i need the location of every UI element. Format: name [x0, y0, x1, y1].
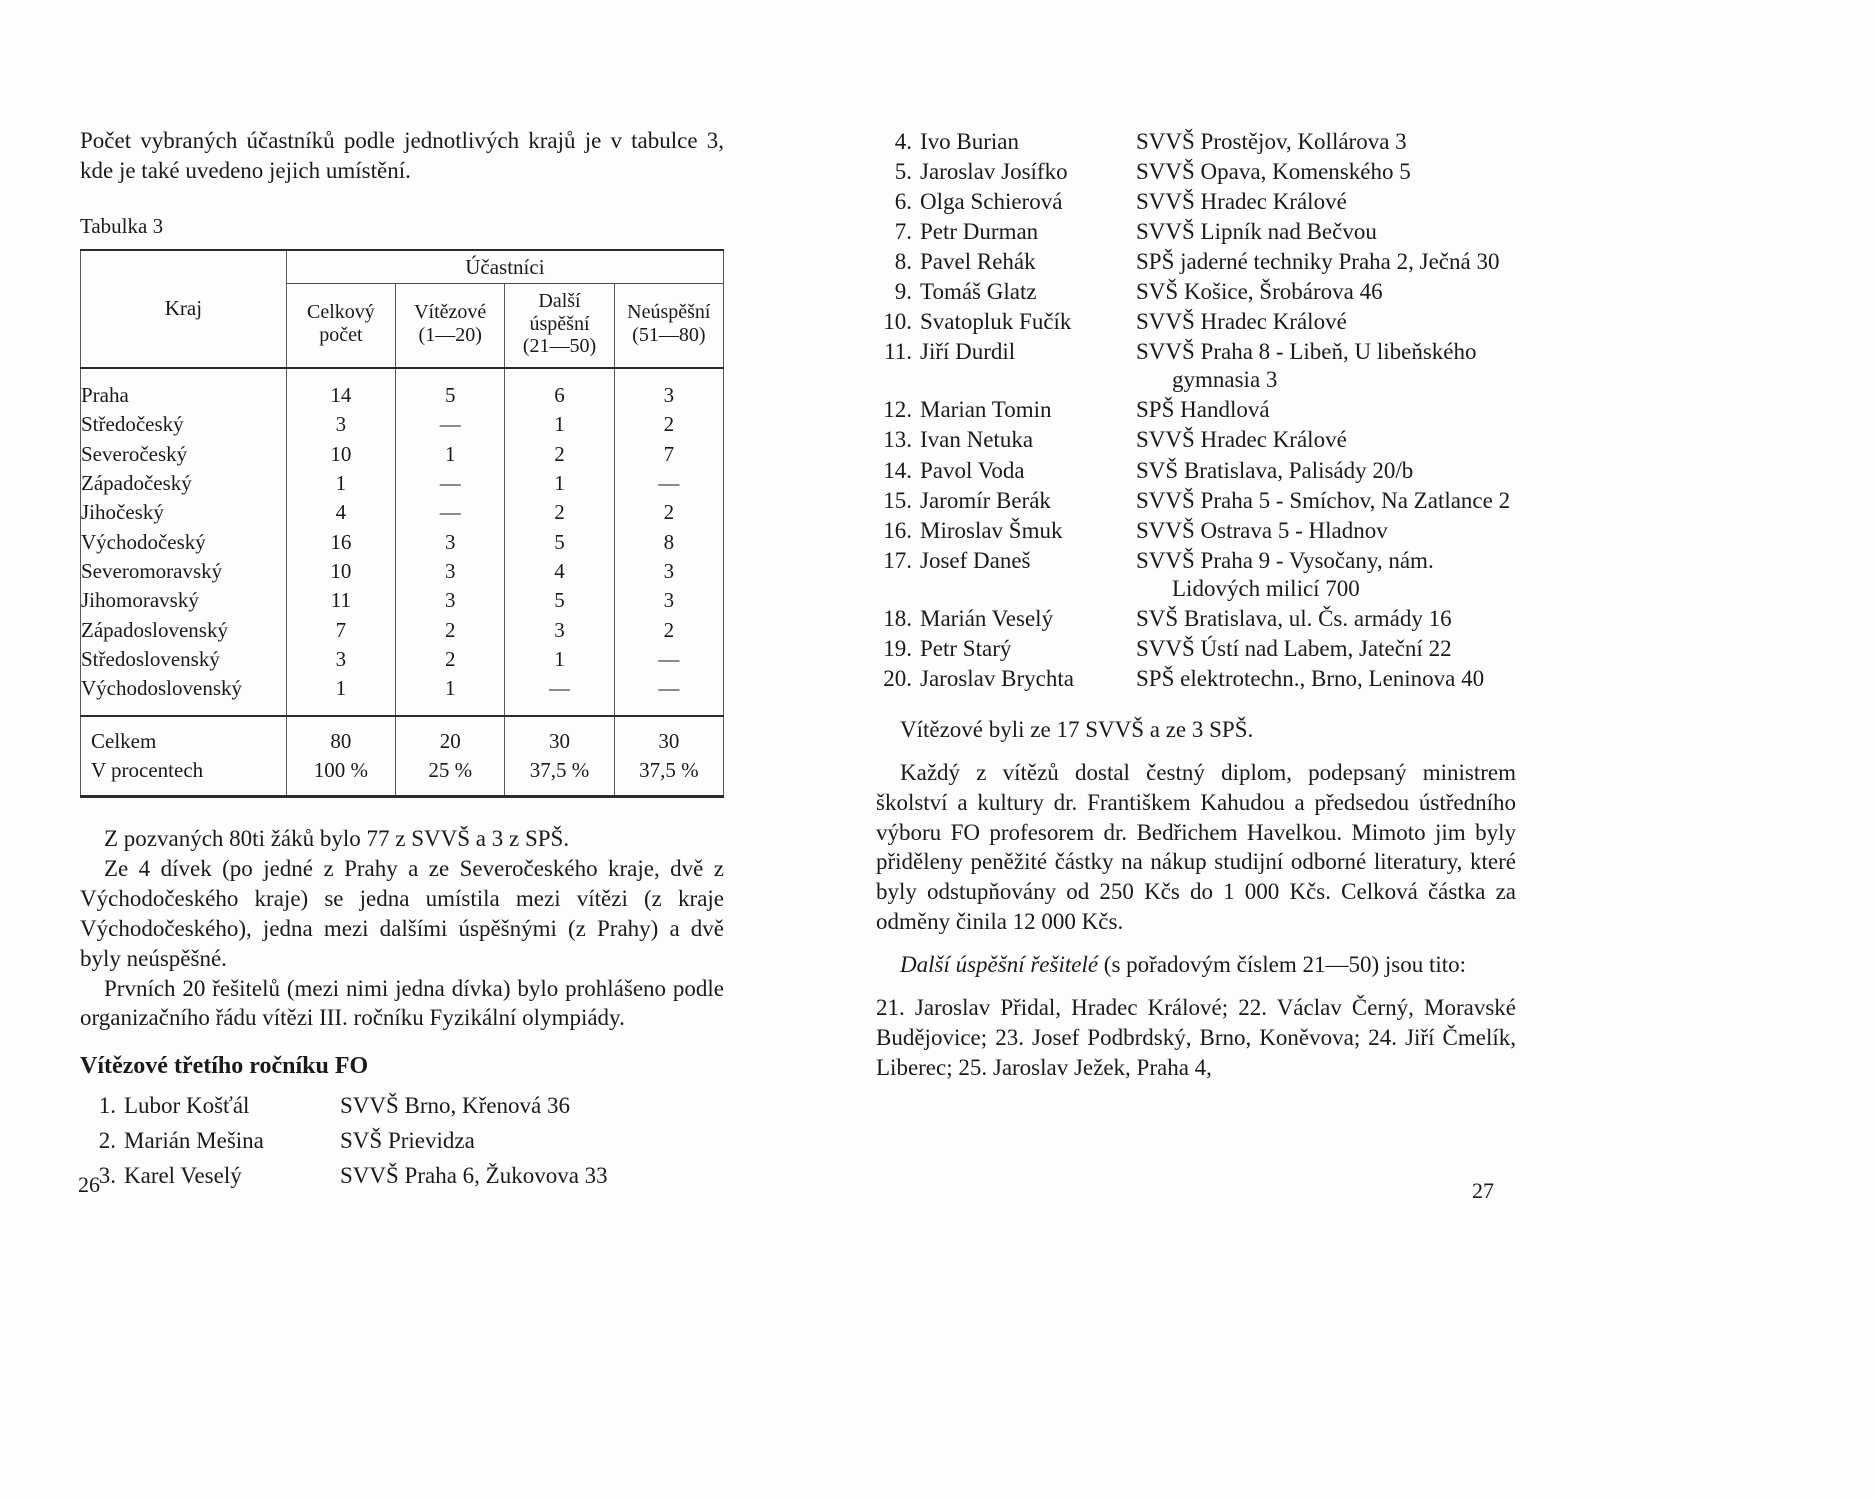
- vitezove-cell: 3: [396, 528, 505, 557]
- winner-name: Tomáš Glatz: [920, 279, 1037, 305]
- winner-number: 11.: [884, 339, 912, 365]
- list-item: [876, 158, 1516, 186]
- winners-list-left: [80, 1092, 724, 1190]
- dalsi-cell: 1: [505, 645, 614, 674]
- celkem-cell: 14: [286, 368, 395, 410]
- celkem-cell: 1: [286, 469, 395, 498]
- col-header-kraj: Kraj: [81, 250, 287, 368]
- winner-name: Jaromír Berák: [920, 487, 1051, 513]
- winner-number: 6.: [894, 189, 912, 215]
- kraj-cell: Východočeský: [81, 529, 206, 554]
- participants-table: [80, 249, 724, 798]
- winner-name: Karel Veselý: [124, 1163, 242, 1189]
- winner-school: SVVŠ Praha 9 - Vysočany, nám. Lidových milicí 700: [1136, 547, 1434, 601]
- dalsi-cell: 5: [505, 528, 614, 557]
- winner-number: 16.: [883, 517, 912, 543]
- kraj-cell: Jihomoravský: [81, 588, 199, 613]
- percent-cell: 37,5 %: [614, 756, 723, 797]
- paragraph-pozvani: Z pozvaných 80ti žáků bylo 77 z SVVŠ a 3 z SPŠ.: [104, 826, 570, 852]
- winner-school: SVŠ Prievidza: [340, 1128, 475, 1154]
- winner-name: Petr Durman: [920, 219, 1039, 245]
- winner-name: Olga Schierová: [920, 189, 1063, 215]
- celkem-cell: 11: [286, 586, 395, 615]
- dalsi-cell: 3: [505, 616, 614, 645]
- winners-list-right: [876, 128, 1516, 693]
- celkem-cell: 7: [286, 616, 395, 645]
- celkem-cell: 3: [286, 410, 395, 439]
- winner-name: Ivan Netuka: [920, 427, 1034, 453]
- celkem-cell: 4: [286, 498, 395, 527]
- table-row: [81, 586, 724, 615]
- winner-number: 14.: [883, 457, 912, 483]
- neuspesni-cell: 2: [614, 498, 723, 527]
- kraj-cell: Severočeský: [81, 441, 188, 466]
- neuspesni-cell: —: [614, 645, 723, 674]
- col-header-line: Vítězové: [414, 301, 487, 324]
- totals-cell: 30: [614, 716, 723, 755]
- kraj-cell: Východoslovenský: [81, 676, 242, 701]
- winner-number: 18.: [883, 605, 912, 631]
- table-row: [81, 368, 724, 410]
- celkem-cell: 3: [286, 645, 395, 674]
- dalsi-cell: 2: [505, 498, 614, 527]
- winner-name: Lubor Košťál: [124, 1093, 250, 1119]
- winner-name: Pavol Voda: [920, 457, 1025, 483]
- list-item: [876, 665, 1516, 693]
- winner-number: 2.: [98, 1128, 116, 1154]
- list-item: [876, 128, 1516, 156]
- list-item: [876, 517, 1516, 545]
- dalsi-cell: 6: [505, 368, 614, 410]
- list-item: [876, 278, 1516, 306]
- winner-number: 5.: [894, 159, 912, 185]
- celkem-cell: 10: [286, 440, 395, 469]
- neuspesni-cell: 2: [614, 410, 723, 439]
- paragraph-diplomy: Každý z vítězů dostal čestný diplom, podepsaný ministrem školství a kultury dr. Františkem Kahudou a předsedou ústředního výboru FO profesorem dr. Bedřichem Havelkou. Mimoto jim byly přiděleny peněžité částky na nákup studijní odborné literatury, které byly odstupňovány od 250 Kčs do 1 000 Kčs. Celková částka za odměny činila 12 000 Kčs.: [876, 759, 1516, 935]
- winner-name: Pavel Rehák: [920, 249, 1036, 275]
- winner-name: Marian Tomin: [920, 397, 1052, 423]
- dalsi-cell: —: [505, 674, 614, 716]
- winner-name: Josef Daneš: [920, 547, 1031, 573]
- winner-school: SVVŠ Hradec Králové: [1136, 309, 1347, 335]
- totals-label: Celkem: [81, 716, 287, 755]
- table-row: [81, 616, 724, 645]
- winner-number: 4.: [894, 129, 912, 154]
- neuspesni-cell: 8: [614, 528, 723, 557]
- winner-name: Svatopluk Fučík: [920, 309, 1072, 335]
- col-header-line: (21—50): [522, 335, 597, 358]
- vitezove-cell: 3: [396, 586, 505, 615]
- table-row: [81, 528, 724, 557]
- winner-school: SVŠ Košice, Šrobárova 46: [1136, 279, 1383, 305]
- winner-school: SPŠ jaderné techniky Praha 2, Ječná 30: [1136, 249, 1500, 275]
- table-row: [81, 469, 724, 498]
- paragraph-vitezove-souhrn: Vítězové byli ze 17 SVVŠ a ze 3 SPŠ.: [900, 716, 1254, 742]
- winner-school: SVVŠ Ostrava 5 - Hladnov: [1136, 517, 1388, 543]
- kraj-cell: Západočeský: [81, 471, 192, 496]
- kraj-cell: Jihočeský: [81, 500, 164, 525]
- kraj-cell: Středočeský: [81, 412, 184, 437]
- percent-cell: 37,5 %: [505, 756, 614, 797]
- vitezove-cell: 2: [396, 645, 505, 674]
- winner-number: 17.: [883, 547, 912, 573]
- winner-number: 10.: [883, 309, 912, 335]
- neuspesni-cell: —: [614, 469, 723, 498]
- dalsi-cell: 5: [505, 586, 614, 615]
- neuspesni-cell: 3: [614, 586, 723, 615]
- col-header-dalsi-uspesni: [505, 283, 614, 368]
- winner-school: SVVŠ Prostějov, Kollárova 3: [1136, 129, 1407, 154]
- winner-school: SPŠ elektrotechn., Brno, Leninova 40: [1136, 665, 1485, 691]
- winner-name: Ivo Burian: [920, 129, 1020, 154]
- col-header-line: Celkový: [307, 301, 375, 324]
- paragraph-resitele-21-25: 21. Jaroslav Přidal, Hradec Králové; 22. Václav Černý, Moravské Budějovice; 23. Josef Podbrdský, Brno, Koněvova; 24. Jiří Čmelík, Liberec; 25. Jaroslav Ježek, Praha 4,: [876, 995, 1516, 1080]
- winner-number: 13.: [883, 427, 912, 453]
- vitezove-cell: 2: [396, 616, 505, 645]
- paragraph-divky: Ze 4 dívek (po jedné z Prahy a ze Severočeského kraje, dvě z Východočeského kraje) se jedna umístila mezi vítězi (z kraje Východočeského), jedna mezi dalšími úspěšnými (z Prahy) a dvě byly neúspěšné.: [80, 856, 724, 971]
- vitezove-cell: 3: [396, 557, 505, 586]
- winner-school: SVVŠ Praha 6, Žukovova 33: [340, 1163, 608, 1189]
- list-item: [80, 1162, 724, 1190]
- celkem-cell: 1: [286, 674, 395, 716]
- list-item: [876, 457, 1516, 485]
- list-item: [876, 308, 1516, 336]
- neuspesni-cell: 2: [614, 616, 723, 645]
- col-header-celkovy-pocet: [286, 283, 395, 368]
- winner-school: SVVŠ Praha 8 - Libeň, U libeňského gymnasia 3: [1136, 339, 1477, 393]
- list-item: [876, 487, 1516, 515]
- list-item: [876, 248, 1516, 276]
- winner-number: 1.: [98, 1093, 116, 1119]
- neuspesni-cell: —: [614, 674, 723, 716]
- list-item: [876, 338, 1516, 394]
- list-item: [876, 635, 1516, 663]
- list-item: [876, 396, 1516, 424]
- col-header-neuspesni: [614, 283, 723, 368]
- intro-paragraph: Počet vybraných účastníků podle jednotlivých krajů je v tabulce 3, kde je také uvedeno jejich umístění.: [80, 128, 724, 183]
- col-header-line: počet: [319, 323, 363, 346]
- list-item: [876, 188, 1516, 216]
- percent-label: V procentech: [91, 757, 204, 782]
- winner-name: Miroslav Šmuk: [920, 517, 1063, 543]
- percent-row: [81, 756, 724, 797]
- page-number-left: 26: [78, 1172, 100, 1197]
- winner-school: SVŠ Bratislava, Palisády 20/b: [1136, 457, 1414, 483]
- winner-number: 3.: [98, 1163, 116, 1189]
- winner-name: Jiří Durdil: [920, 339, 1016, 365]
- col-header-vitezove: [396, 283, 505, 368]
- list-item: [876, 218, 1516, 246]
- col-header-line: Další úspěšní: [529, 289, 590, 335]
- winner-number: 12.: [883, 397, 912, 423]
- totals-cell: 30: [505, 716, 614, 755]
- right-page: [876, 126, 1516, 1083]
- winner-name: Petr Starý: [920, 635, 1012, 661]
- dalsi-cell: 1: [505, 469, 614, 498]
- list-item: [80, 1092, 724, 1120]
- totals-row: [81, 716, 724, 755]
- totals-cell: 80: [286, 716, 395, 755]
- winner-school: SPŠ Handlová: [1136, 397, 1270, 423]
- list-item: [876, 547, 1516, 603]
- vitezove-cell: 1: [396, 440, 505, 469]
- dalsi-cell: 1: [505, 410, 614, 439]
- table-row: [81, 410, 724, 439]
- table-caption: Tabulka 3: [80, 213, 164, 238]
- col-header-ucastnici: Účastníci: [286, 250, 723, 284]
- winner-number: 19.: [883, 635, 912, 661]
- winner-name: Marián Veselý: [920, 605, 1054, 631]
- paragraph-resitele: Prvních 20 řešitelů (mezi nimi jedna dívka) bylo prohlášeno podle organizačního řádu vítězi III. ročníku Fyzikální olympiády.: [80, 975, 724, 1031]
- percent-cell: 100 %: [286, 756, 395, 797]
- celkem-cell: 16: [286, 528, 395, 557]
- kraj-cell: Středoslovenský: [81, 646, 220, 671]
- winner-school: SVVŠ Praha 5 - Smíchov, Na Zatlance 2: [1136, 487, 1511, 513]
- winner-number: 9.: [894, 279, 912, 305]
- dalsi-resitele-rest: (s pořadovým číslem 21—50) jsou tito:: [1098, 952, 1467, 978]
- col-header-line: (1—20): [418, 323, 482, 346]
- winner-name: Marián Mešina: [124, 1128, 264, 1154]
- dalsi-resitele-lead: Další úspěšní řešitelé: [900, 952, 1099, 978]
- totals-cell: 20: [396, 716, 505, 755]
- vitezove-cell: —: [396, 410, 505, 439]
- celkem-cell: 10: [286, 557, 395, 586]
- winner-number: 8.: [894, 249, 912, 275]
- kraj-cell: Praha: [81, 383, 129, 408]
- col-header-line: (51—80): [632, 323, 706, 346]
- table-row: [81, 557, 724, 586]
- winner-number: 7.: [894, 219, 912, 245]
- neuspesni-cell: 3: [614, 557, 723, 586]
- list-item: [876, 605, 1516, 633]
- vitezove-cell: 1: [396, 674, 505, 716]
- table-row: [81, 674, 724, 716]
- winner-name: Jaroslav Josífko: [920, 159, 1068, 185]
- list-item: [80, 1127, 724, 1155]
- dalsi-cell: 2: [505, 440, 614, 469]
- winner-school: SVVŠ Brno, Křenová 36: [340, 1093, 570, 1119]
- winner-number: 20.: [883, 665, 912, 691]
- list-item: [876, 426, 1516, 454]
- section-heading-vitezove: Vítězové třetího ročníku FO: [80, 1053, 369, 1080]
- page-number-right: 27: [1472, 1178, 1494, 1203]
- dalsi-cell: 4: [505, 557, 614, 586]
- winner-school: SVVŠ Hradec Králové: [1136, 189, 1347, 215]
- paragraph-dalsi-resitele: [876, 950, 1516, 980]
- winner-school: SVŠ Bratislava, ul. Čs. armády 16: [1136, 605, 1452, 631]
- table-row: [81, 645, 724, 674]
- winner-number: 15.: [883, 487, 912, 513]
- vitezove-cell: —: [396, 469, 505, 498]
- vitezove-cell: —: [396, 498, 505, 527]
- table-row: [81, 440, 724, 469]
- neuspesni-cell: 7: [614, 440, 723, 469]
- neuspesni-cell: 3: [614, 368, 723, 410]
- table-row: [81, 498, 724, 527]
- col-header-line: Neúspěšní: [627, 301, 711, 324]
- winner-school: SVVŠ Ústí nad Labem, Jateční 22: [1136, 635, 1452, 661]
- left-page: [80, 126, 724, 1198]
- winner-name: Jaroslav Brychta: [920, 665, 1074, 691]
- vitezove-cell: 5: [396, 368, 505, 410]
- kraj-cell: Severomoravský: [81, 558, 223, 583]
- winner-school: SVVŠ Lipník nad Bečvou: [1136, 219, 1377, 245]
- winner-school: SVVŠ Hradec Králové: [1136, 427, 1347, 453]
- kraj-cell: Západoslovenský: [81, 617, 228, 642]
- percent-cell: 25 %: [396, 756, 505, 797]
- winner-school: SVVŠ Opava, Komenského 5: [1136, 159, 1411, 185]
